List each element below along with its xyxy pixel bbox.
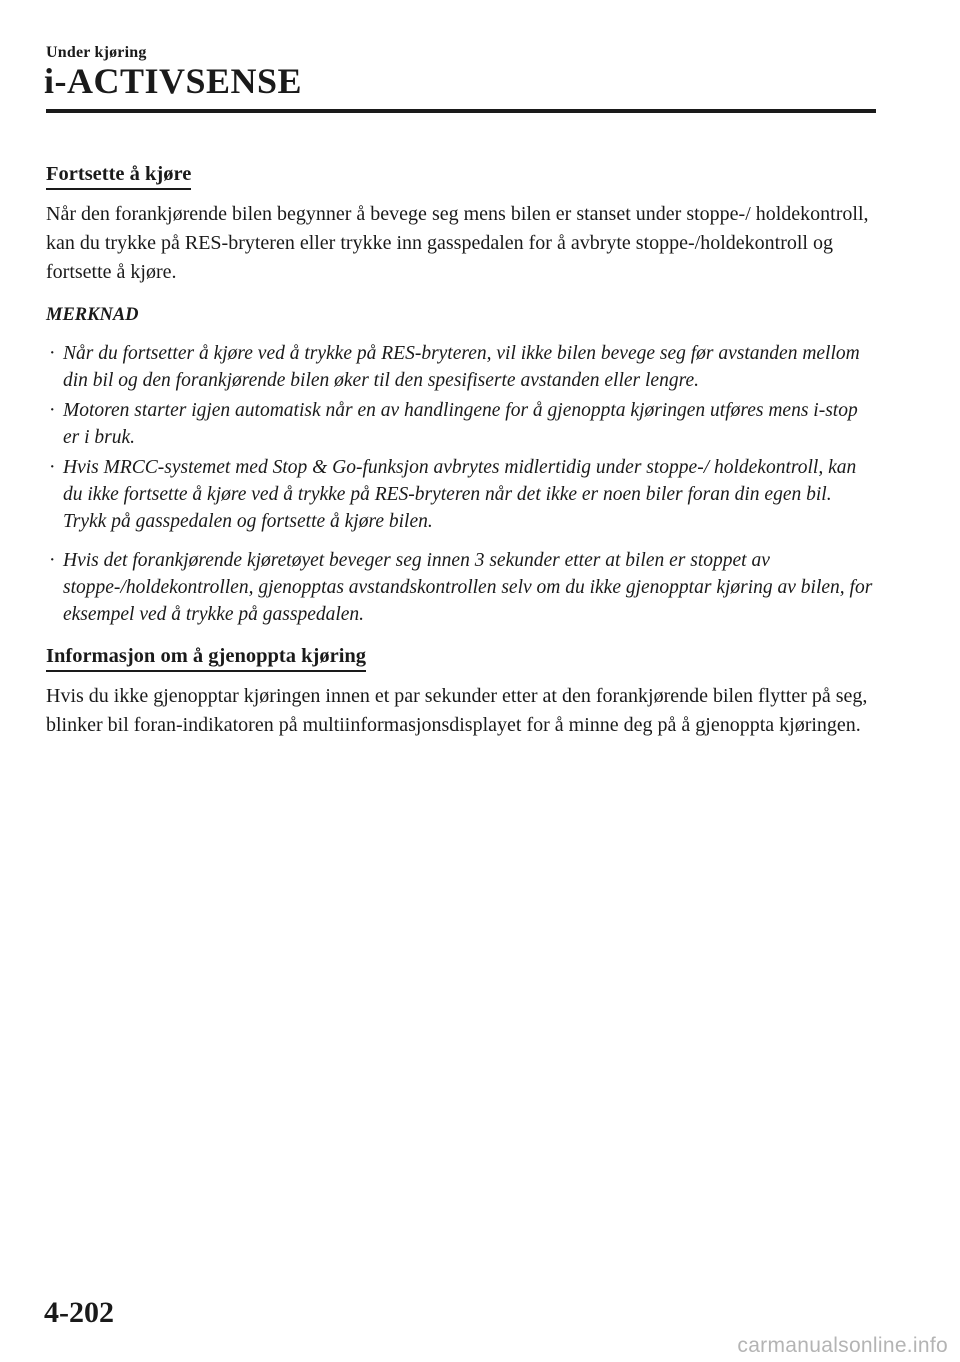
bullet-icon: · (49, 457, 56, 478)
watermark: carmanualsonline.info (737, 1334, 948, 1357)
note-list (46, 340, 876, 628)
note-label: MERKNAD (46, 305, 139, 325)
note-item (46, 454, 876, 535)
bullet-icon: · (49, 343, 56, 364)
note-item (46, 547, 876, 628)
section-label: Under kjøring (46, 44, 147, 61)
page-content (46, 160, 876, 740)
header-divider (46, 109, 876, 113)
note-text: Hvis det forankjørende kjøretøyet beveger seg innen 3 sekunder etter at bilen er stoppet av stoppe-/holdekontrollen, gjenopptas avstandskontrollen selv om du ikke gjenopptar kjøring av bilen, for eksempel ved å trykke på gasspedalen. (63, 550, 873, 625)
bullet-icon: · (49, 400, 56, 421)
paragraph-informasjon: Hvis du ikke gjenopptar kjøringen innen et par sekunder etter at den forankjørende bilen flytter på seg, blinker bil foran-indikatoren på multiinformasjonsdisplayet for å minne deg på å gjenoppta kjøringen. (46, 685, 868, 736)
note-text: Motoren starter igjen automatisk når en av handlingene for å gjenoppta kjøringen utføres mens i-stop er i bruk. (63, 400, 858, 448)
note-text: Når du fortsetter å kjøre ved å trykke på RES-bryteren, vil ikke bilen bevege seg før avstanden mellom din bil og den forankjørende bilen øker til den spesifiserte avstanden eller lengre. (63, 343, 860, 391)
note-text: Hvis MRCC-systemet med Stop & Go-funksjon avbrytes midlertidig under stoppe-/ holdekontroll, kan du ikke fortsette å kjøre ved å trykke på RES-bryteren når det ikke er noen biler foran din egen bil. Trykk på gasspedalen og fortsette å kjøre bilen. (63, 457, 857, 532)
note-item (46, 397, 876, 451)
paragraph-fortsette: Når den forankjørende bilen begynner å bevege seg mens bilen er stanset under stoppe-/ holdekontroll, kan du trykke på RES-bryteren eller trykke inn gasspedalen for å avbryte stoppe-/holdekontroll og fortsette å kjøre. (46, 203, 869, 283)
heading-fortsette: Fortsette å kjøre (46, 161, 191, 190)
page-title: i-ACTIVSENSE (44, 61, 303, 101)
bullet-icon: · (49, 550, 56, 571)
page-number: 4-202 (44, 1296, 114, 1329)
heading-informasjon: Informasjon om å gjenoppta kjøring (46, 643, 366, 672)
note-item (46, 340, 876, 394)
